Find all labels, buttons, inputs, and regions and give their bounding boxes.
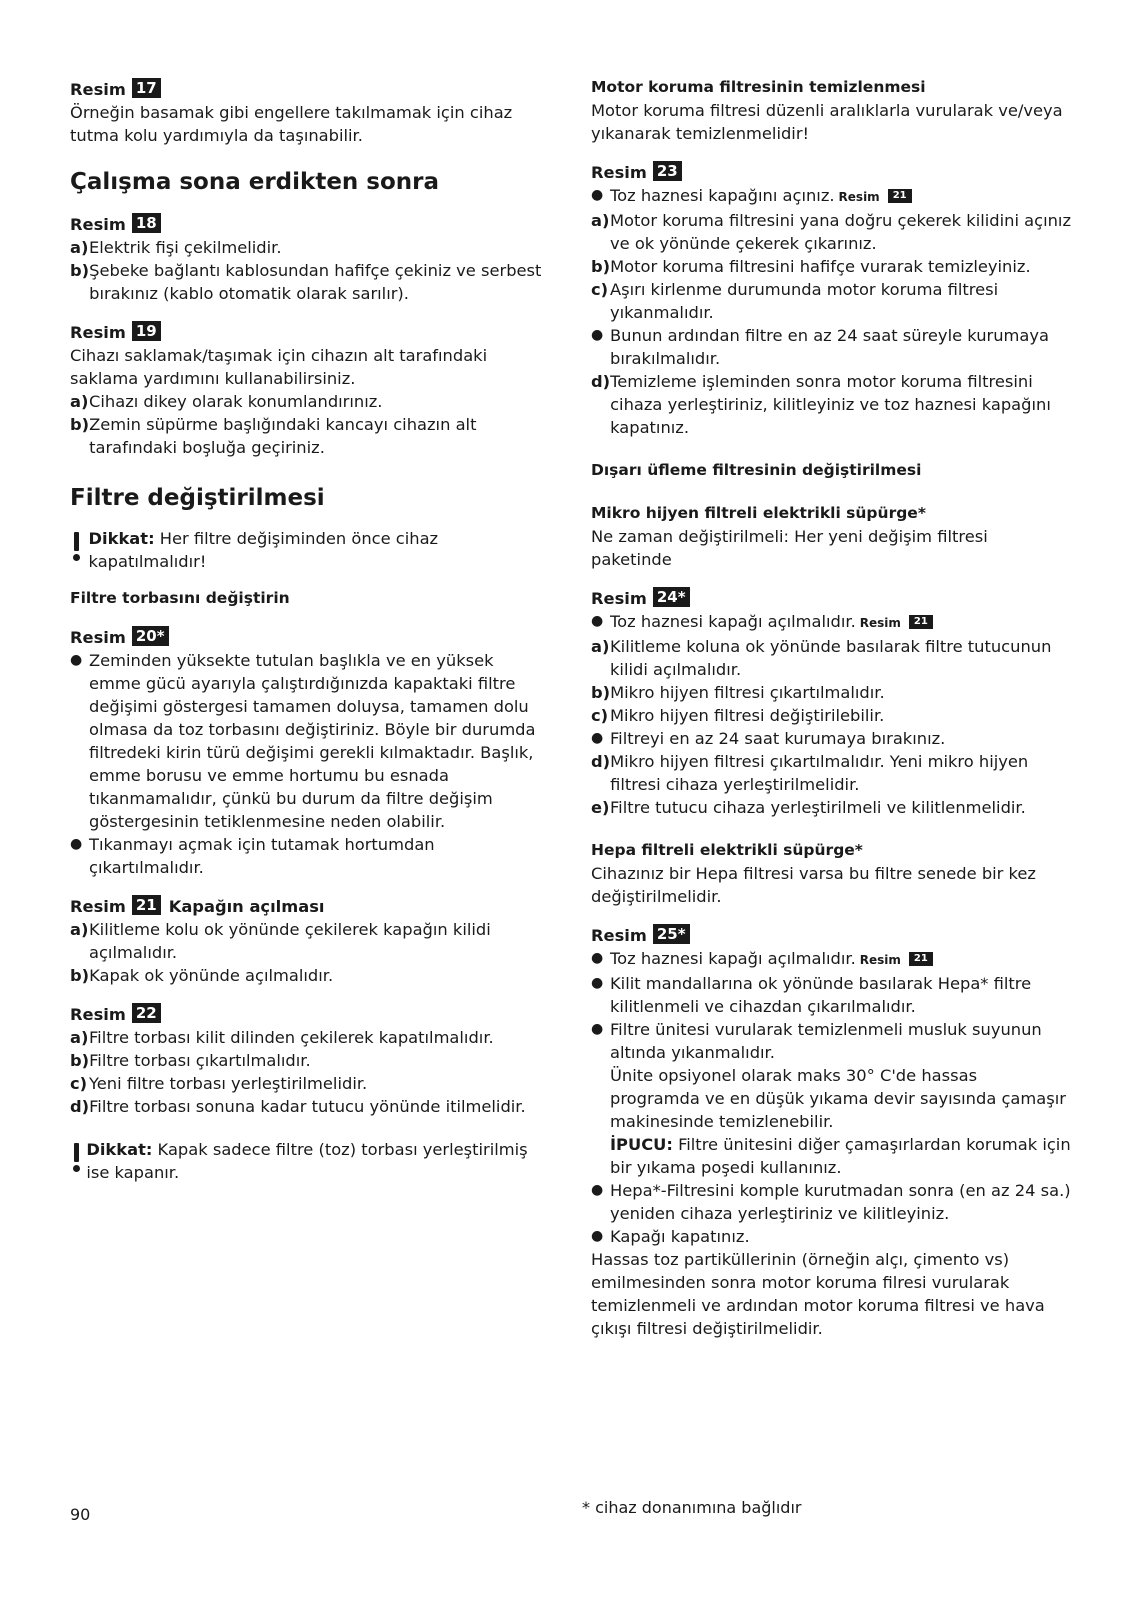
exclamation-icon bbox=[70, 1138, 86, 1184]
resim-25-heading bbox=[591, 924, 1071, 947]
resim-21-title: Kapağın açılması bbox=[168, 897, 325, 916]
figure-badge-18: 18 bbox=[132, 213, 161, 233]
warning-label: Dikkat: bbox=[88, 529, 155, 548]
list-item bbox=[70, 918, 550, 964]
list-item bbox=[591, 681, 1071, 704]
tip-label: İPUCU: bbox=[610, 1135, 673, 1154]
item-text: Yeni filtre torbası yerleştirilmelidir. bbox=[89, 1074, 368, 1093]
warning-label: Dikkat: bbox=[86, 1140, 153, 1159]
item-text: Filtre torbası kilit dilinden çekilerek kapatılmalıdır. bbox=[89, 1028, 494, 1047]
wash-note: Ünite opsiyonel olarak maks 30° C'de hassas programda ve en düşük yıkama devir sayısında çamaşır makinesinde temizlenebilir. bbox=[610, 1066, 1066, 1131]
bullet-icon: ● bbox=[70, 652, 83, 668]
resim-ref-label: Resim bbox=[838, 190, 880, 204]
item-key: d) bbox=[70, 1097, 90, 1116]
figure-badge-25: 25* bbox=[653, 924, 690, 944]
warning-note-1 bbox=[70, 527, 550, 573]
list-item bbox=[591, 947, 1071, 972]
warning-note-2 bbox=[70, 1138, 550, 1184]
item-key: d) bbox=[591, 372, 611, 391]
exclamation-icon bbox=[70, 527, 89, 573]
list-item bbox=[70, 833, 550, 879]
item-text: Filtreyi en az 24 saat kurumaya bırakınız. bbox=[610, 729, 946, 748]
item-key: c) bbox=[591, 706, 609, 725]
item-text: Tıkanmayı açmak için tutamak hortumdan çıkartılmalıdır. bbox=[89, 835, 435, 877]
motor-filter-text: Motor koruma filtresi düzenli aralıklarla vurularak ve/veya yıkanarak temizlenmelidir! bbox=[591, 101, 1063, 143]
footnote: * cihaz donanımına bağlıdır bbox=[582, 1498, 802, 1517]
resim-18-heading bbox=[70, 213, 550, 236]
list-item bbox=[591, 635, 1071, 681]
page-number: 90 bbox=[70, 1505, 91, 1524]
item-text: Bunun ardından filtre en az 24 saat süreyle kurumaya bırakılmalıdır. bbox=[610, 326, 1049, 368]
item-key: d) bbox=[591, 752, 611, 771]
resim-label: Resim bbox=[591, 163, 647, 182]
closing-text: Hassas toz partiküllerinin (örneğin alçı, çimento vs) emilmesinden sonra motor koruma filresi vurularak temizlenmeli ve ardından motor koruma filtresi ve hava çıkışı filtresi değiştirilmelidir. bbox=[591, 1250, 1045, 1338]
item-text: Temizleme işleminden sonra motor koruma filtresini cihaza yerleştiriniz, kilitleyiniz ve toz haznesi kapağını kapatınız. bbox=[610, 372, 1051, 437]
list-item bbox=[591, 278, 1071, 324]
resim-ref-label: Resim bbox=[859, 616, 901, 630]
item-key: b) bbox=[591, 683, 611, 702]
bullet-icon: ● bbox=[591, 1021, 604, 1037]
list-item bbox=[70, 649, 550, 833]
section-title-after-use: Çalışma sona erdikten sonra bbox=[70, 169, 440, 195]
list-item bbox=[70, 964, 550, 987]
item-text: Şebeke bağlantı kablosundan hafifçe çekiniz ve serbest bırakınız (kablo otomatik olarak sarılır). bbox=[89, 261, 542, 303]
bullet-icon: ● bbox=[591, 187, 604, 203]
resim-label: Resim bbox=[70, 80, 126, 99]
item-key: b) bbox=[70, 261, 90, 280]
resim-label: Resim bbox=[591, 926, 647, 945]
item-key: c) bbox=[70, 1074, 88, 1093]
list-item bbox=[591, 209, 1071, 255]
item-text: Kapağı kapatınız. bbox=[610, 1227, 750, 1246]
item-text: Hepa*-Filtresini komple kurutmadan sonra (en az 24 sa.) yeniden cihaza yerleştiriniz ve kilitleyiniz. bbox=[610, 1181, 1071, 1223]
resim-22-heading bbox=[70, 1003, 550, 1026]
item-text: Aşırı kirlenme durumunda motor koruma filtresi yıkanmalıdır. bbox=[610, 280, 999, 322]
item-text: Motor koruma filtresini yana doğru çekerek kilidini açınız ve ok yönünde çekerek çıkarınız. bbox=[610, 211, 1072, 253]
list-item bbox=[70, 259, 550, 305]
resim-label: Resim bbox=[70, 1005, 126, 1024]
bullet-icon: ● bbox=[591, 950, 604, 966]
item-text: Zeminden yüksekte tutulan başlıkla ve en yüksek emme gücü ayarıyla çalıştırdığınızda kapaktaki filtre değişimi göstergesi tamamen doluysa, tamamen dolu olmasa da toz torbasını değiştiriniz. Böyle bir durumda filtredeki kirin türü değişimi gerekli kılmaktadır. Başlık, emme borusu ve emme hortumu bu esnada tıkanmamalıdır, çünkü bu durum da filtre değişim göstergesinin tetiklenmesine neden olabilir. bbox=[89, 651, 536, 831]
resim-21-heading bbox=[70, 895, 550, 918]
list-item bbox=[591, 370, 1071, 439]
list-item bbox=[591, 324, 1071, 370]
list-item bbox=[591, 750, 1071, 796]
figure-ref-badge: 21 bbox=[909, 952, 933, 966]
resim-19-intro: Cihazı saklamak/taşımak için cihazın alt tarafındaki saklama yardımını kullanabilirsiniz. bbox=[70, 346, 488, 388]
section-title-filter-change: Filtre değiştirilmesi bbox=[70, 485, 325, 511]
item-text: Toz haznesi kapağı açılmalıdır. bbox=[610, 949, 856, 968]
item-text: Elektrik fişi çekilmelidir. bbox=[89, 238, 282, 257]
list-item bbox=[591, 610, 1071, 635]
bullet-icon: ● bbox=[591, 730, 604, 746]
bullet-icon: ● bbox=[591, 975, 604, 991]
resim-label: Resim bbox=[70, 897, 126, 916]
item-text: Filtre ünitesi vurularak temizlenmeli musluk suyunun altında yıkanmalıdır. bbox=[610, 1020, 1042, 1062]
bullet-icon: ● bbox=[591, 613, 604, 629]
item-text: Kilitleme kolu ok yönünde çekilerek kapağın kilidi açılmalıdır. bbox=[89, 920, 491, 962]
item-text: Mikro hijyen filtresi çıkartılmalıdır. Yeni mikro hijyen filtresi cihaza yerleştirilmelidir. bbox=[610, 752, 1029, 794]
list-item bbox=[70, 236, 550, 259]
list-item bbox=[70, 413, 550, 459]
resim-23-heading bbox=[591, 161, 1071, 184]
item-text: Toz haznesi kapağını açınız. bbox=[610, 186, 835, 205]
resim-label: Resim bbox=[591, 589, 647, 608]
tip-text: Filtre ünitesini diğer çamaşırlardan korumak için bir yıkama poşedi kullanınız. bbox=[610, 1135, 1071, 1177]
item-text: Filtre tutucu cihaza yerleştirilmeli ve kilitlenmelidir. bbox=[610, 798, 1026, 817]
item-key: b) bbox=[70, 966, 90, 985]
list-item bbox=[591, 1179, 1071, 1225]
item-text: Toz haznesi kapağı açılmalıdır. bbox=[610, 612, 856, 631]
item-text: Filtre torbası çıkartılmalıdır. bbox=[89, 1051, 311, 1070]
figure-badge-21: 21 bbox=[132, 895, 161, 915]
figure-badge-22: 22 bbox=[132, 1003, 161, 1023]
item-text: Kilitleme koluna ok yönünde basılarak filtre tutucunun kilidi açılmalıdır. bbox=[610, 637, 1052, 679]
resim-17-heading bbox=[70, 78, 550, 101]
item-text: Filtre torbası sonuna kadar tutucu yönünde itilmelidir. bbox=[89, 1097, 526, 1116]
item-text: Zemin süpürme başlığındaki kancayı cihazın alt tarafındaki boşluğa geçiriniz. bbox=[89, 415, 477, 457]
list-item bbox=[591, 255, 1071, 278]
figure-badge-19: 19 bbox=[132, 321, 161, 341]
list-item bbox=[591, 796, 1071, 819]
item-key: a) bbox=[70, 238, 89, 257]
item-key: c) bbox=[591, 280, 609, 299]
right-column bbox=[591, 76, 1071, 1340]
hepa-filter-text: Cihazınız bir Hepa filtresi varsa bu filtre senede bir kez değiştirilmelidir. bbox=[591, 864, 1036, 906]
resim-label: Resim bbox=[70, 628, 126, 647]
item-text: Cihazı dikey olarak konumlandırınız. bbox=[89, 392, 383, 411]
exhaust-filter-title: Dışarı üfleme filtresinin değiştirilmesi bbox=[591, 461, 922, 479]
figure-badge-17: 17 bbox=[132, 78, 161, 98]
tip-note bbox=[591, 1133, 1071, 1179]
item-key: a) bbox=[591, 211, 610, 230]
item-key: a) bbox=[70, 920, 89, 939]
resim-20-heading bbox=[70, 626, 550, 649]
list-item bbox=[591, 972, 1071, 1018]
left-column bbox=[70, 76, 550, 1184]
list-item bbox=[70, 390, 550, 413]
bullet-icon: ● bbox=[591, 327, 604, 343]
resim-24-heading bbox=[591, 587, 1071, 610]
item-text: Mikro hijyen filtresi değiştirilebilir. bbox=[610, 706, 885, 725]
item-text: Mikro hijyen filtresi çıkartılmalıdır. bbox=[610, 683, 885, 702]
item-key: a) bbox=[70, 392, 89, 411]
subsection-title-bag: Filtre torbasını değiştirin bbox=[70, 589, 290, 607]
item-text: Kapak ok yönünde açılmalıdır. bbox=[89, 966, 334, 985]
micro-filter-title: Mikro hijyen filtreli elektrikli süpürge* bbox=[591, 504, 926, 522]
bullet-icon: ● bbox=[70, 836, 83, 852]
list-item bbox=[70, 1026, 550, 1049]
list-item bbox=[70, 1049, 550, 1072]
resim-ref-label: Resim bbox=[859, 953, 901, 967]
bullet-icon: ● bbox=[591, 1182, 604, 1198]
item-key: b) bbox=[591, 257, 611, 276]
list-item bbox=[591, 1018, 1071, 1064]
warning-text: Kapak sadece filtre (toz) torbası yerleştirilmiş ise kapanır. bbox=[86, 1140, 528, 1182]
resim-17-text: Örneğin basamak gibi engellere takılmamak için cihaz tutma kolu yardımıyla da taşınabilir. bbox=[70, 103, 513, 145]
list-item bbox=[591, 727, 1071, 750]
hepa-filter-title: Hepa filtreli elektrikli süpürge* bbox=[591, 841, 863, 859]
motor-filter-title: Motor koruma filtresinin temizlenmesi bbox=[591, 78, 926, 96]
list-item bbox=[591, 184, 1071, 209]
resim-label: Resim bbox=[70, 215, 126, 234]
item-key: a) bbox=[70, 1028, 89, 1047]
figure-ref-badge: 21 bbox=[909, 615, 933, 629]
item-text: Motor koruma filtresini hafifçe vurarak temizleyiniz. bbox=[610, 257, 1031, 276]
list-item bbox=[70, 1095, 550, 1118]
micro-filter-text: Ne zaman değiştirilmeli: Her yeni değişim filtresi paketinde bbox=[591, 527, 988, 569]
item-text: Kilit mandallarına ok yönünde basılarak Hepa* filtre kilitlenmeli ve cihazdan çıkarılmalıdır. bbox=[610, 974, 1032, 1016]
list-item bbox=[70, 1072, 550, 1095]
bullet-icon: ● bbox=[591, 1228, 604, 1244]
item-key: e) bbox=[591, 798, 610, 817]
item-key: a) bbox=[591, 637, 610, 656]
figure-badge-24: 24* bbox=[653, 587, 690, 607]
figure-badge-23: 23 bbox=[653, 161, 682, 181]
item-key: b) bbox=[70, 415, 90, 434]
resim-label: Resim bbox=[70, 323, 126, 342]
resim-19-heading bbox=[70, 321, 550, 344]
figure-ref-badge: 21 bbox=[888, 189, 912, 203]
list-item bbox=[591, 1225, 1071, 1248]
figure-badge-20: 20* bbox=[132, 626, 169, 646]
item-key: b) bbox=[70, 1051, 90, 1070]
list-item bbox=[591, 704, 1071, 727]
warning-text: Her filtre değişiminden önce cihaz kapatılmalıdır! bbox=[88, 529, 439, 571]
